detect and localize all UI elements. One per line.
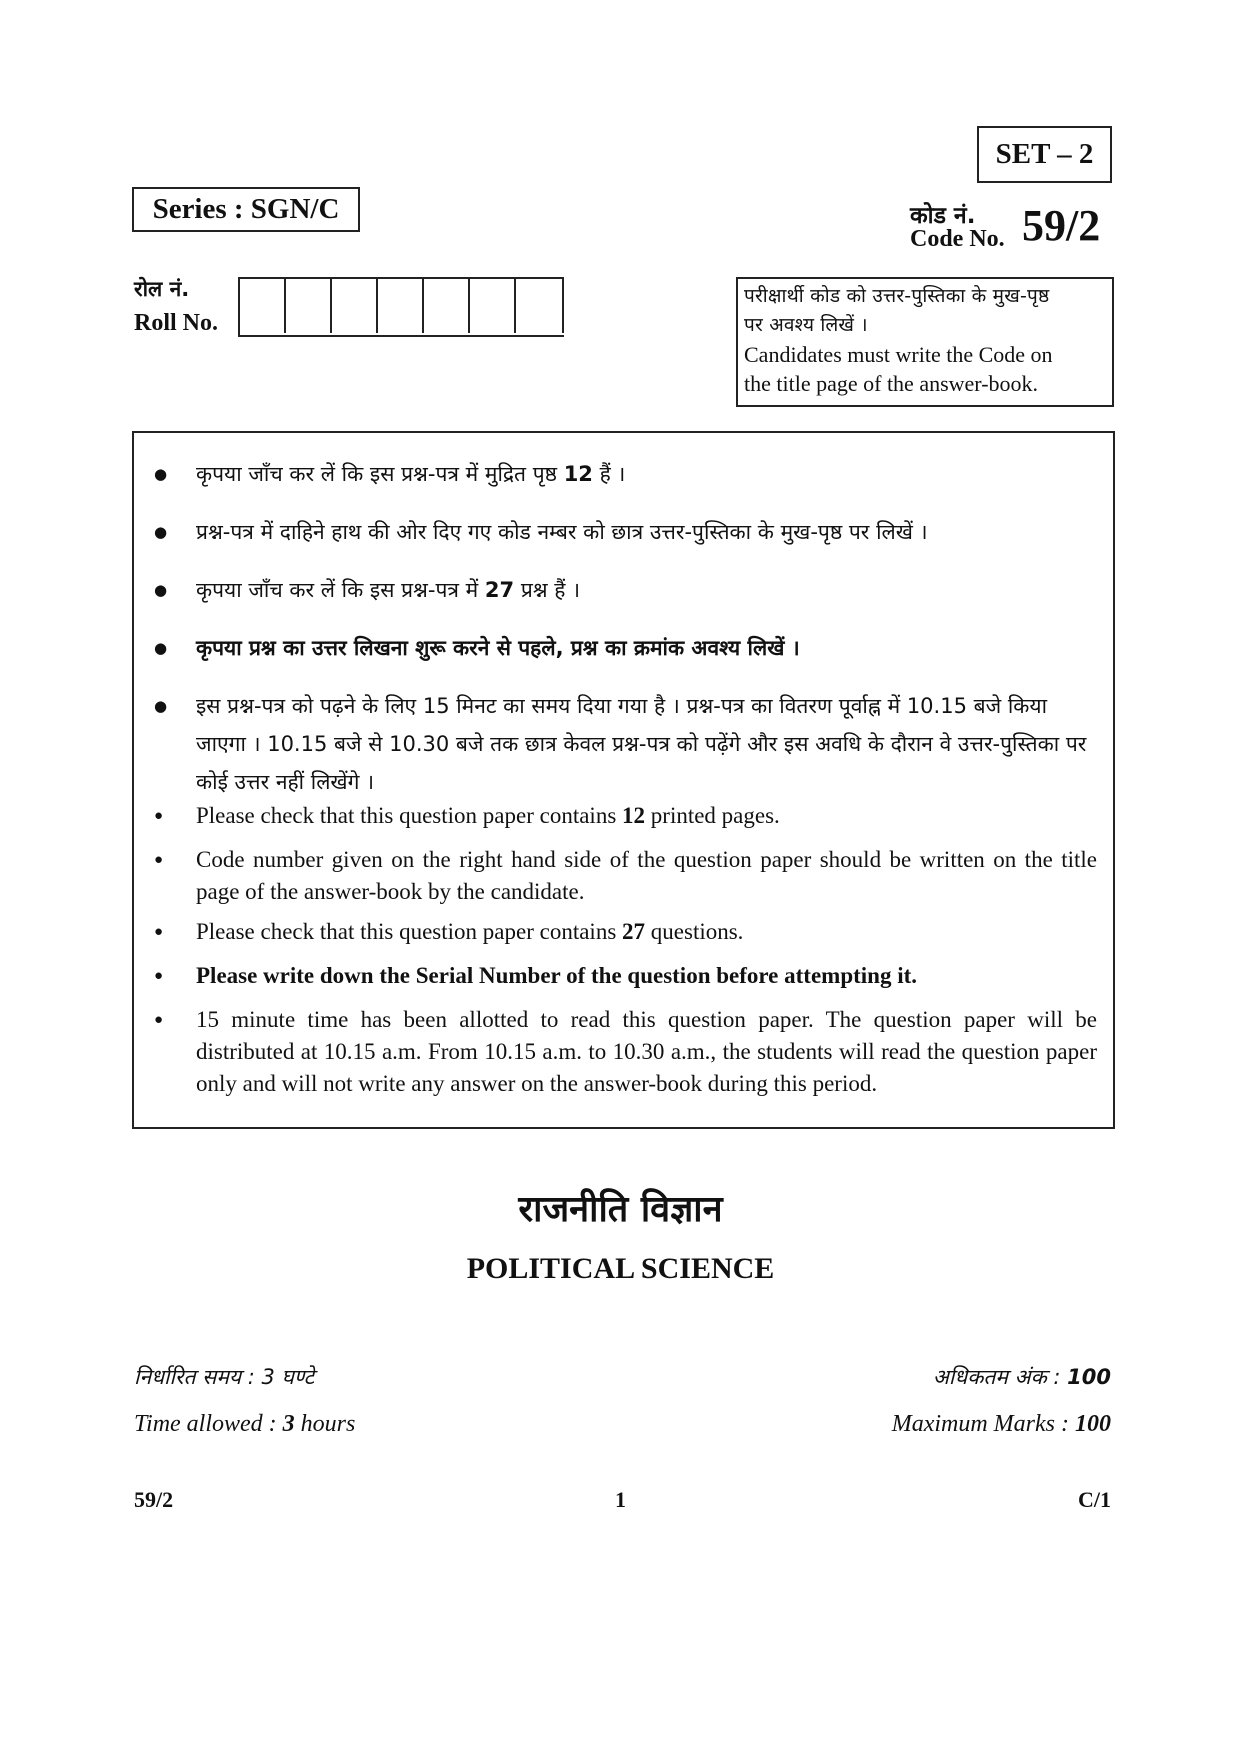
roll-number-cell[interactable] xyxy=(424,277,470,333)
time-allowed-hindi xyxy=(134,1363,314,1391)
instruction-after: printed pages. xyxy=(645,803,780,828)
instruction-text xyxy=(196,916,1097,948)
bullet-icon: ● xyxy=(154,581,168,599)
candidate-note-hindi-line1: परीक्षार्थी कोड को उत्तर-पुस्तिका के मुख-पृष्ठ xyxy=(744,285,1050,307)
instruction-after: हैं । xyxy=(592,462,626,486)
roll-number-cell[interactable] xyxy=(286,277,332,333)
time-english-label: Time allowed : xyxy=(134,1411,283,1437)
subject-title-english: POLITICAL SCIENCE xyxy=(466,1252,775,1285)
marks-english-label: Maximum Marks : xyxy=(891,1411,1075,1437)
marks-english-value: 100 xyxy=(1075,1411,1111,1437)
candidate-note-english-line1: Candidates must write the Code on xyxy=(744,342,1053,367)
instruction-bold: 27 xyxy=(484,578,515,602)
bullet-icon: ● xyxy=(154,924,164,940)
set-label: SET – 2 xyxy=(977,126,1112,183)
instruction-before: Please check that this question paper contains xyxy=(196,919,623,944)
max-marks-english xyxy=(892,1411,1111,1438)
instruction-before: Please check that this question paper contains xyxy=(196,803,623,828)
roll-english-label: Roll No. xyxy=(134,310,218,336)
code-hindi-label: कोड नं. xyxy=(910,203,976,229)
bullet-icon: ● xyxy=(154,808,164,824)
time-allowed-english xyxy=(134,1411,355,1438)
roll-number-cell[interactable] xyxy=(378,277,424,333)
roll-number-cell[interactable] xyxy=(516,277,564,333)
candidate-note-box xyxy=(736,277,1114,407)
code-english-label: Code No. xyxy=(910,226,1005,252)
marks-hindi-value: 100 xyxy=(1067,1365,1111,1389)
candidate-note-hindi-line2: पर अवश्य लिखें । xyxy=(744,314,868,336)
instruction-after: questions. xyxy=(645,919,744,944)
instruction-before: इस प्रश्न-पत्र को पढ़ने के लिए 15 मिनट का समय दिया गया है । प्रश्न-पत्र का वितरण पूर्वाह्न में 10.15 बजे किया जाएगा । 10.15 बजे से 10.30 बजे तक छात्र केवल प्रश्न-पत्र को पढ़ेंगे और इस अवधि के दौरान वे उत्तर-पुस्तिका पर कोई उत्तर नहीं लिखेंगे । xyxy=(196,694,1087,794)
instruction-before: कृपया जाँच कर लें कि इस प्रश्न-पत्र में xyxy=(196,578,485,602)
instruction-bold: 27 xyxy=(622,919,646,944)
marks-hindi-label: अधिकतम अंक : xyxy=(932,1365,1068,1389)
instruction-before: Code number given on the right hand side of the question paper should be written on the title page of the answer-book by the candidate. xyxy=(196,847,1097,904)
roll-number-cell[interactable] xyxy=(240,277,286,333)
series-label: Series : SGN/C xyxy=(132,187,360,232)
instruction-bold: कृपया प्रश्न का उत्तर लिखना शुरू करने से पहले, प्रश्न का क्रमांक अवश्य लिखें । xyxy=(196,636,800,660)
instruction-after: प्रश्न हैं । xyxy=(514,578,581,602)
time-english-value: 3 xyxy=(282,1411,295,1437)
instruction-text xyxy=(196,844,1097,908)
instruction-bold: 12 xyxy=(563,462,593,486)
candidate-note-english-line2: the title page of the answer-book. xyxy=(744,371,1039,396)
time-hindi-label: निर्धारित समय : xyxy=(134,1365,262,1389)
bullet-icon: ● xyxy=(154,465,168,483)
bullet-icon: ● xyxy=(154,639,168,657)
roll-hindi-label: रोल नं. xyxy=(134,277,190,301)
footer-page-number: 1 xyxy=(615,1487,626,1512)
bullet-icon: ● xyxy=(154,968,164,984)
instruction-text xyxy=(196,629,1097,667)
bullet-icon: ● xyxy=(154,697,168,715)
instruction-bold: 12 xyxy=(622,803,646,828)
time-hindi-value: 3 घण्टे xyxy=(261,1365,315,1389)
instruction-text xyxy=(196,513,1097,551)
instruction-text xyxy=(196,687,1097,801)
footer-set-code: C/1 xyxy=(1078,1487,1111,1512)
instruction-text xyxy=(196,800,1097,832)
subject-title-hindi: राजनीति विज्ञान xyxy=(518,1189,723,1230)
instruction-text xyxy=(196,571,1097,609)
bullet-icon: ● xyxy=(154,852,164,868)
time-english-unit: hours xyxy=(294,1411,356,1437)
instruction-before: कृपया जाँच कर लें कि इस प्रश्न-पत्र में मुद्रित पृष्ठ xyxy=(196,462,564,486)
instruction-text xyxy=(196,960,1097,992)
bullet-icon: ● xyxy=(154,1012,164,1028)
code-number: 59/2 xyxy=(1022,201,1101,250)
roll-number-grid xyxy=(238,277,564,337)
footer-code: 59/2 xyxy=(134,1487,174,1512)
instruction-text xyxy=(196,1004,1097,1100)
instruction-before: प्रश्न-पत्र में दाहिने हाथ की ओर दिए गए कोड नम्बर को छात्र उत्तर-पुस्तिका के मुख-पृष्ठ पर लिखें । xyxy=(196,520,928,544)
instruction-bold: Please write down the Serial Number of the question before attempting it. xyxy=(196,963,918,988)
max-marks-hindi xyxy=(933,1363,1111,1391)
roll-number-cell[interactable] xyxy=(470,277,516,333)
bullet-icon: ● xyxy=(154,523,168,541)
instruction-text xyxy=(196,455,1097,493)
roll-number-cell[interactable] xyxy=(332,277,378,333)
instructions-box xyxy=(132,431,1115,1129)
instruction-before: 15 minute time has been allotted to read this question paper. The question paper will be distributed at 10.15 a.m. From 10.15 a.m. to 10.30 a.m., the students will read the question paper only and will not write any answer on the answer-book during this period. xyxy=(196,1007,1097,1096)
